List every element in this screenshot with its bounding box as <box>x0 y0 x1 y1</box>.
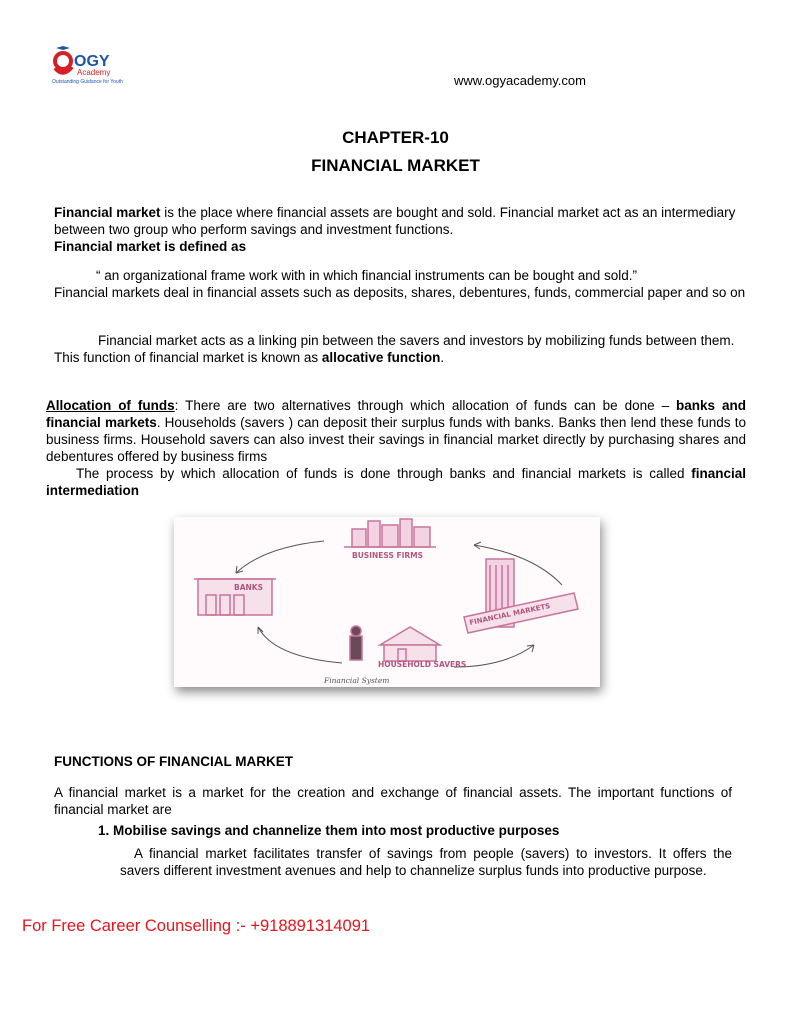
allocation-paragraph <box>46 397 746 499</box>
business-firms-label: BUSINESS FIRMS <box>352 551 424 560</box>
banks-label: BANKS <box>234 583 264 592</box>
linking-paragraph <box>54 332 754 366</box>
allocation-text3: The process by which allocation of funds is done through banks and financial markets is called <box>76 466 692 481</box>
ogy-academy-logo <box>50 46 140 88</box>
website-url[interactable]: www.ogyacademy.com <box>454 73 586 88</box>
household-savers-label: HOUSEHOLD SAVERS <box>378 660 467 669</box>
intro-text: is the place where financial assets are bought and sold. Financial market act as an intermediary between two group who perform savings and investment functions. <box>54 205 736 237</box>
functions-heading: FUNCTIONS OF FINANCIAL MARKET <box>54 754 293 769</box>
financial-system-figure <box>174 517 600 687</box>
linking-end: . <box>440 350 445 365</box>
function-item-1-body: A financial market facilitates transfer of savings from people (savers) to investors. It offers the savers different investment avenues and help to channelize surplus funds into productive purpose. <box>120 846 732 878</box>
page-title: FINANCIAL MARKET <box>311 156 480 175</box>
definition-text: Financial markets deal in financial assets such as deposits, shares, debentures, funds, commercial paper and so on <box>54 285 746 300</box>
definition-paragraph <box>54 267 754 301</box>
chapter-heading: CHAPTER-10 <box>342 128 449 147</box>
allocation-text2: . Households (savers ) can deposit their surplus funds with banks. Banks then lend these funds to business firms. Household savers can also invest their savings in financial market directly by purchasing shares and debentures offered by business firms <box>46 415 746 464</box>
allocation-bold2: financial intermediation <box>46 466 746 498</box>
linking-text: Financial market acts as a linking pin between the savers and investors by mobilizing funds between them. This function of financial market is known as <box>54 333 735 365</box>
logo-sub: Academy <box>77 68 111 77</box>
allocation-text1: : There are two alternatives through which allocation of funds can be done – <box>174 398 677 413</box>
allocation-heading: Allocation of funds <box>46 398 175 413</box>
logo-tagline: Outstanding Guidance for Youth <box>52 79 123 85</box>
intro-paragraph <box>54 204 754 255</box>
logo-mark: OGY <box>74 53 110 70</box>
intro-term: Financial market <box>54 205 161 220</box>
definition-quote: “ an organizational frame work with in which financial instruments can be bought and sold.” <box>96 268 638 283</box>
defined-heading: Financial market is defined as <box>54 239 247 254</box>
career-counselling-footer[interactable]: For Free Career Counselling :- +918891314091 <box>22 917 371 935</box>
allocative-function-term: allocative function <box>321 350 441 365</box>
function-item-1-title: 1. Mobilise savings and channelize them into most productive purposes <box>98 823 560 838</box>
allocation-bold1: banks and financial markets <box>46 398 746 430</box>
function-item-1-text <box>120 845 732 879</box>
figure-caption: Financial System <box>324 676 390 685</box>
financial-markets-label: FINANCIAL MARKETS <box>468 602 551 627</box>
functions-intro: A financial market is a market for the creation and exchange of financial assets. The important functions of financial market are <box>54 785 732 817</box>
